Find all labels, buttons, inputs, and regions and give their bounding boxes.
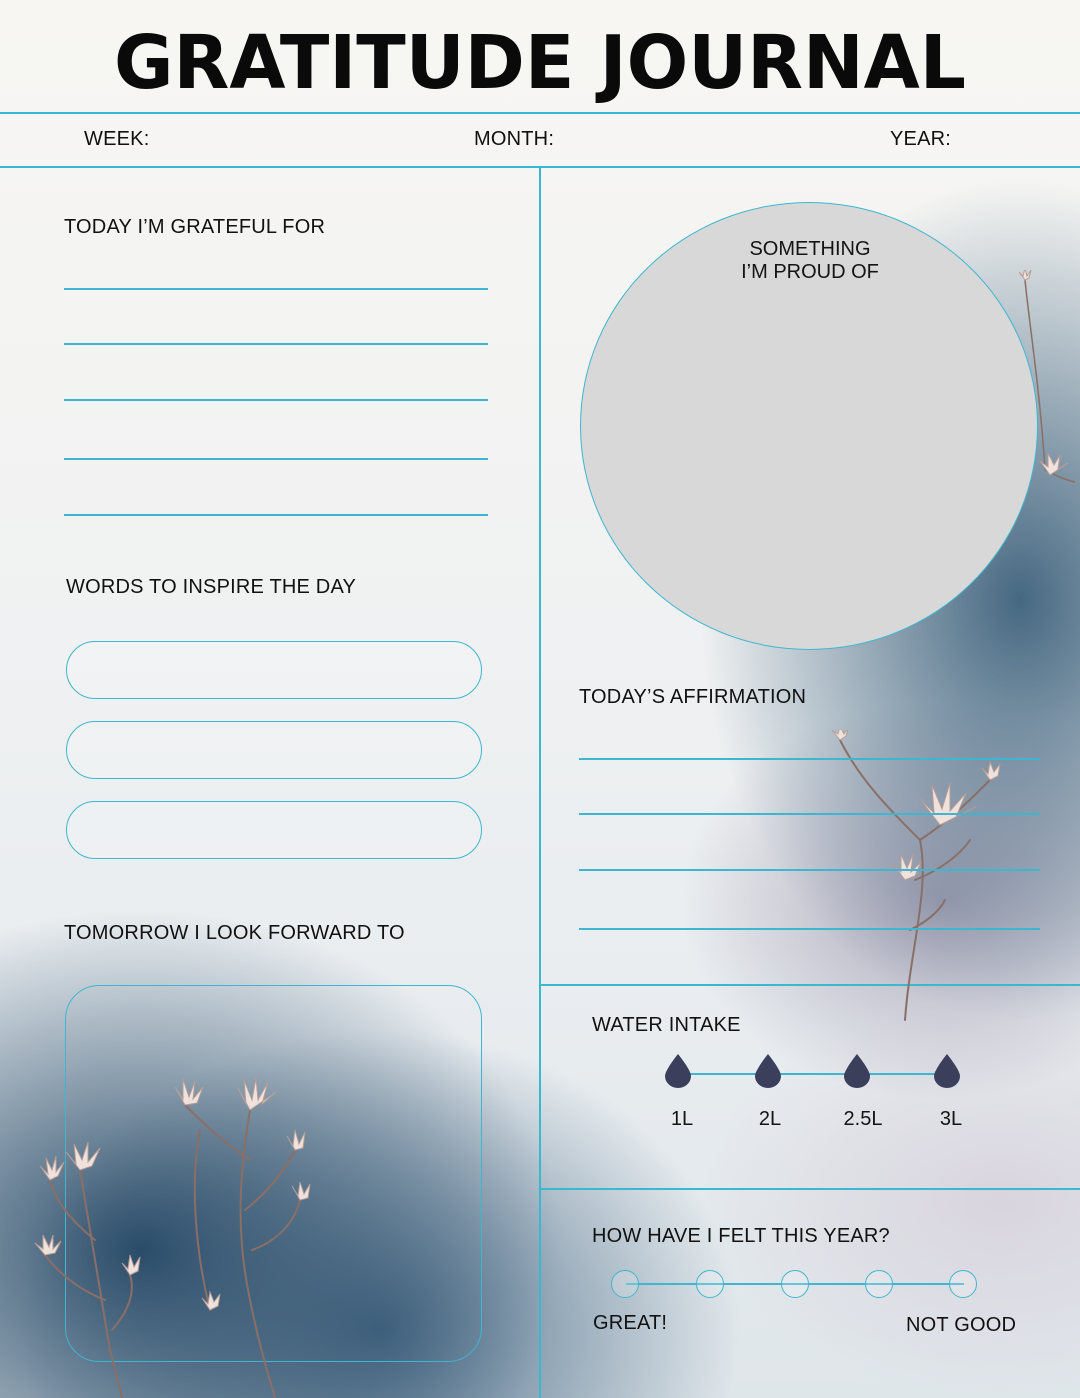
proud-heading — [680, 238, 940, 284]
mood-heading: HOW HAVE I FELT THIS YEAR? — [592, 1225, 890, 1247]
header-top-divider — [0, 112, 1080, 114]
mood-option-3[interactable] — [781, 1270, 809, 1298]
water-track — [678, 1073, 948, 1075]
grateful-line-3[interactable] — [64, 399, 488, 401]
affirmation-line-4[interactable] — [579, 928, 1040, 930]
mood-option-4[interactable] — [865, 1270, 893, 1298]
inspire-box-2[interactable] — [66, 721, 482, 779]
circle-flowers-illustration — [1010, 270, 1080, 520]
grateful-line-2[interactable] — [64, 343, 488, 345]
affirmation-line-2[interactable] — [579, 813, 1040, 815]
water-drop-2-icon[interactable] — [755, 1054, 781, 1088]
column-divider — [539, 168, 541, 1398]
water-label-4: 3L — [939, 1108, 963, 1130]
grateful-heading: TODAY I’M GRATEFUL FOR — [64, 216, 326, 238]
year-label: YEAR: — [890, 128, 952, 150]
proud-heading-line-2: I’M PROUD OF — [741, 261, 879, 283]
water-drop-1-icon[interactable] — [665, 1054, 691, 1088]
affirmation-line-3[interactable] — [579, 869, 1040, 871]
water-heading: WATER INTAKE — [592, 1014, 741, 1036]
forward-heading: TOMORROW I LOOK FORWARD TO — [64, 922, 405, 944]
proud-heading-line-1: SOMETHING — [749, 238, 871, 260]
mood-option-1[interactable] — [611, 1270, 639, 1298]
page-title: GRATITUDE JOURNAL — [113, 20, 967, 106]
mood-option-5[interactable] — [949, 1270, 977, 1298]
inspire-box-3[interactable] — [66, 801, 482, 859]
water-label-2: 2L — [758, 1108, 782, 1130]
grateful-line-4[interactable] — [64, 458, 488, 460]
water-drop-4-icon[interactable] — [934, 1054, 960, 1088]
affirmation-heading: TODAY’S AFFIRMATION — [579, 686, 807, 708]
affirmation-line-1[interactable] — [579, 758, 1040, 760]
mood-low-label: GREAT! — [593, 1312, 668, 1334]
inspire-heading: WORDS TO INSPIRE THE DAY — [66, 576, 357, 598]
mood-section-divider — [540, 1188, 1080, 1190]
mood-high-label: NOT GOOD — [906, 1314, 1017, 1336]
flowers-illustration — [20, 1050, 380, 1398]
water-drop-3-icon[interactable] — [844, 1054, 870, 1088]
water-label-3: 2.5L — [843, 1108, 883, 1130]
week-label: WEEK: — [84, 128, 150, 150]
grateful-line-1[interactable] — [64, 288, 488, 290]
affirmation-flowers-illustration — [820, 730, 1020, 1030]
month-label: MONTH: — [474, 128, 555, 150]
water-label-1: 1L — [670, 1108, 694, 1130]
mood-option-2[interactable] — [696, 1270, 724, 1298]
grateful-line-5[interactable] — [64, 514, 488, 516]
inspire-box-1[interactable] — [66, 641, 482, 699]
